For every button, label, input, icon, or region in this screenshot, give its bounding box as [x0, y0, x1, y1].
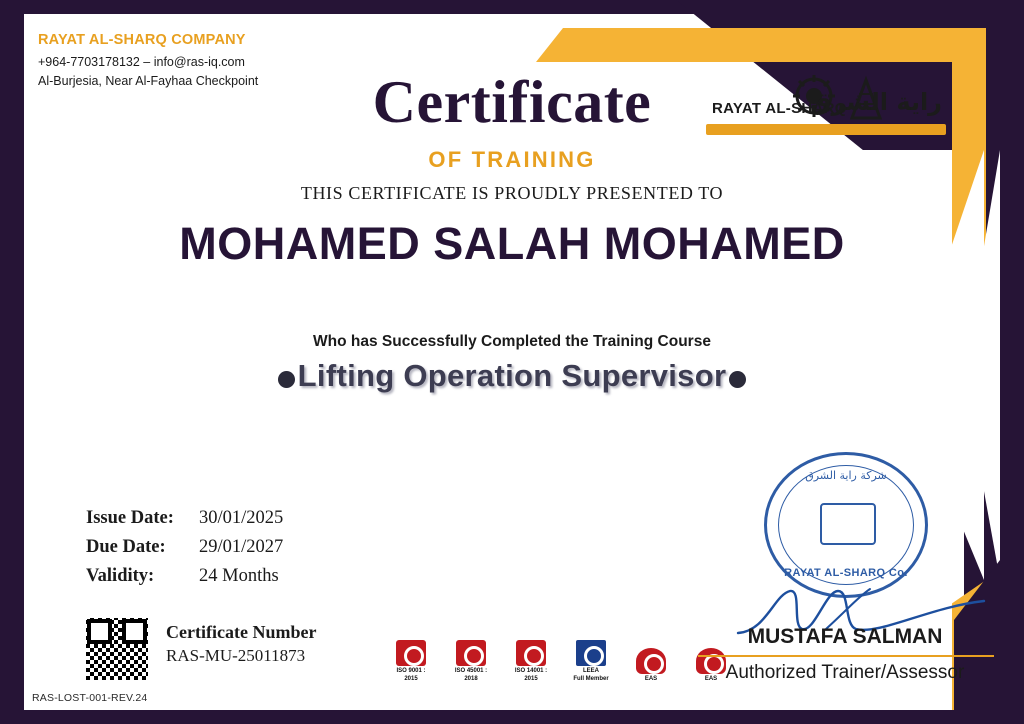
accreditation-year: 2015: [404, 675, 418, 682]
recipient-name: MOHAMED SALAH MOHAMED: [179, 218, 845, 269]
accreditation-logo: [568, 640, 614, 683]
accreditation-name: ISO 14001 :: [514, 668, 548, 674]
stamp-arabic-text: شركة راية الشرق: [805, 469, 887, 482]
course-title: Lifting Operation Supervisor: [297, 358, 727, 393]
accreditation-name: EAS: [704, 675, 718, 682]
due-date-label: Due Date:: [86, 537, 166, 557]
company-address: Al-Burjesia, Near Al-Fayhaa Checkpoint: [38, 74, 259, 89]
border-bottom: [0, 710, 1024, 724]
accreditation-name: ISO 45001 :: [454, 668, 488, 674]
decorative-accent-top: [536, 28, 986, 62]
accreditation-year: Full Member: [573, 675, 609, 682]
accreditation-logo: [628, 648, 674, 684]
certificate-number: [166, 622, 316, 666]
certificate-subtitle: OF TRAINING: [428, 147, 596, 172]
accreditation-logo: [388, 640, 434, 683]
certificate-details: [86, 508, 283, 595]
company-contact: +964-7703178132 – info@ras-iq.com: [38, 55, 245, 69]
iso-14001-icon: [516, 640, 546, 666]
logo-arabic-text: راية الشرق: [809, 88, 942, 116]
accreditation-year: 2015: [524, 675, 538, 682]
bullet-left-icon: [278, 371, 295, 388]
bullet-right-icon: [729, 371, 746, 388]
certificate-number-value: RAS-MU-25011873: [166, 646, 306, 665]
signer-role: Authorized Trainer/Assessor: [725, 662, 965, 683]
course-title-wrap: [0, 358, 1024, 394]
leea-icon: [576, 640, 606, 666]
accreditation-name: LEEA: [582, 668, 599, 674]
accreditation-logo: [508, 640, 554, 683]
presented-to-line: THIS CERTIFICATE IS PROUDLY PRESENTED TO: [300, 183, 724, 203]
company-stamp: [764, 452, 928, 598]
qr-code[interactable]: [86, 618, 148, 680]
accreditation-name: EAS: [644, 675, 658, 682]
logo-latin-text: RAYAT AL-SHARQ: [712, 100, 847, 117]
accreditation-logo: [448, 640, 494, 683]
signer-name: MUSTAFA SALMAN: [747, 625, 943, 648]
company-name: RAYAT AL-SHARQ COMPANY: [38, 32, 246, 48]
issue-date-value: 30/01/2025: [199, 508, 284, 528]
accreditation-year: 2018: [464, 675, 478, 682]
eas-icon: [636, 648, 666, 674]
validity-value: 24 Months: [199, 566, 279, 586]
stamp-derrick-icon: [820, 503, 876, 545]
due-date-value: 29/01/2027: [199, 537, 284, 557]
iso-9001-icon: [396, 640, 426, 666]
completion-line: Who has Successfully Completed the Training Course: [313, 333, 711, 350]
detail-row-issue-date: [86, 508, 283, 529]
validity-label: Validity:: [86, 566, 155, 586]
iso-45001-icon: [456, 640, 486, 666]
certificate-title: Certificate: [372, 69, 652, 135]
accreditation-logos: [388, 640, 734, 683]
accreditation-name: ISO 9001 :: [396, 668, 426, 674]
stamp-latin-text: RAYAT AL-SHARQ Co.: [784, 567, 908, 579]
detail-row-validity: [86, 566, 283, 587]
signature-rule: [698, 655, 994, 657]
document-code: RAS-LOST-001-REV.24: [32, 692, 148, 704]
certificate-number-label: Certificate Number: [166, 622, 317, 642]
detail-row-due-date: [86, 537, 283, 558]
issue-date-label: Issue Date:: [86, 508, 174, 528]
